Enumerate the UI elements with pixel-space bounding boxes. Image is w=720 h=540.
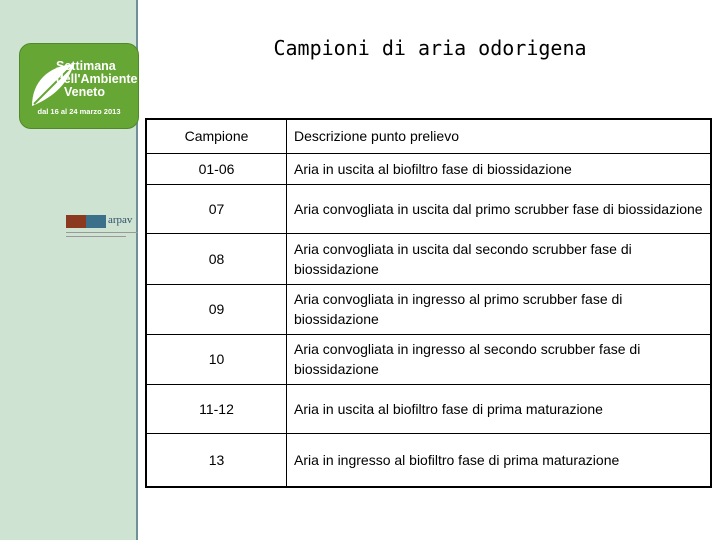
- arpav-wave-icon: [86, 215, 106, 228]
- table-header-row: [146, 119, 711, 153]
- header-sample: Campione: [146, 119, 287, 153]
- sample-description: Aria convogliata in ingresso al secondo scrubber fase di biossidazione: [287, 334, 712, 384]
- sample-id: 01-06: [146, 153, 287, 184]
- sample-description: Aria in ingresso al biofiltro fase di prima maturazione: [287, 433, 712, 487]
- event-logo-line2: dell'Ambiente: [56, 72, 138, 86]
- event-logo-title: [56, 60, 136, 99]
- sidebar: [0, 0, 138, 540]
- table-row: [146, 284, 711, 334]
- sample-description: Aria convogliata in uscita dal primo scrubber fase di biossidazione: [287, 184, 712, 233]
- sample-description: Aria in uscita al biofiltro fase di prima maturazione: [287, 384, 712, 433]
- event-logo-date: dal 16 al 24 marzo 2013: [37, 107, 121, 116]
- sample-description: Aria convogliata in uscita dal secondo scrubber fase di biossidazione: [287, 233, 712, 284]
- page-title: Campioni di aria odorigena: [273, 36, 587, 60]
- header-description: Descrizione punto prelievo: [287, 119, 712, 153]
- sample-id: 08: [146, 233, 287, 284]
- arpav-mark-icon: [66, 215, 86, 228]
- table-row: [146, 433, 711, 487]
- event-logo-line1: Settimana: [56, 59, 116, 73]
- samples-table: [145, 118, 712, 488]
- sample-description: Aria convogliata in ingresso al primo scrubber fase di biossidazione: [287, 284, 712, 334]
- sample-id: 09: [146, 284, 287, 334]
- sample-id: 07: [146, 184, 287, 233]
- arpav-logo: [66, 213, 138, 241]
- table-row: [146, 334, 711, 384]
- sample-description: Aria in uscita al biofiltro fase di biossidazione: [287, 153, 712, 184]
- table-row: [146, 384, 711, 433]
- sample-id: 13: [146, 433, 287, 487]
- table-row: [146, 184, 711, 233]
- arpav-tagline-line: [66, 236, 126, 237]
- arpav-tagline-line: [66, 232, 138, 233]
- sample-id: 11-12: [146, 384, 287, 433]
- arpav-name: arpav: [108, 214, 133, 226]
- table-row: [146, 233, 711, 284]
- event-logo: [19, 43, 139, 129]
- event-logo-line3: Veneto: [64, 85, 105, 99]
- table-row: [146, 153, 711, 184]
- sample-id: 10: [146, 334, 287, 384]
